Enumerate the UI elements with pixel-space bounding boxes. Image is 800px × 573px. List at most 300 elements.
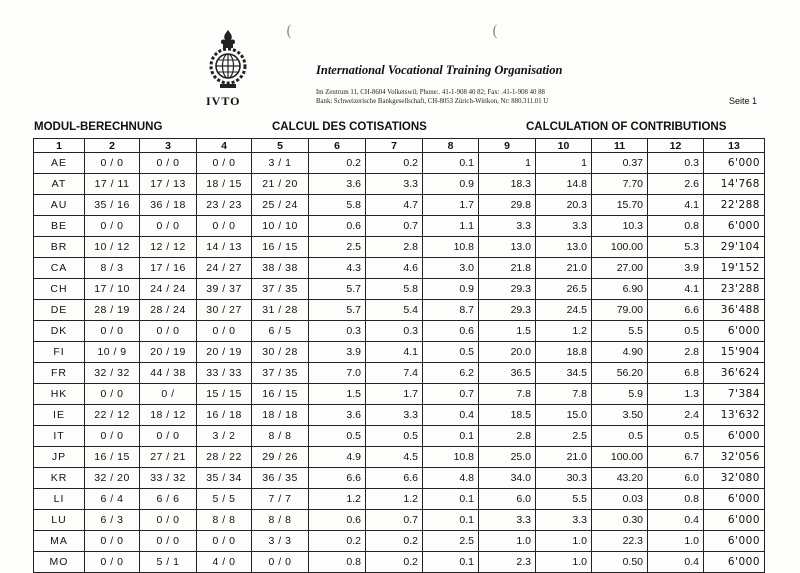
- value-cell: 7.0: [309, 363, 366, 384]
- table-row: [34, 153, 765, 174]
- module-ratio-cell: 28 / 19: [85, 300, 140, 321]
- value-cell: 0.8: [309, 552, 366, 573]
- table-row: [34, 300, 765, 321]
- module-ratio-cell: 30 / 28: [252, 342, 309, 363]
- module-ratio-cell: 33 / 33: [197, 363, 252, 384]
- module-ratio-cell: 28 / 22: [197, 447, 252, 468]
- value-cell: 5.9: [592, 384, 648, 405]
- value-cell: 6.90: [592, 279, 648, 300]
- value-cell: 4.5: [366, 447, 423, 468]
- module-ratio-cell: 14 / 13: [197, 237, 252, 258]
- table-row: [34, 405, 765, 426]
- value-cell: 56.20: [592, 363, 648, 384]
- value-cell: 0.5: [423, 342, 479, 363]
- value-cell: 20.3: [536, 195, 592, 216]
- value-cell: 13.0: [536, 237, 592, 258]
- country-code-cell: CH: [34, 279, 85, 300]
- table-row: [34, 237, 765, 258]
- country-code-cell: BR: [34, 237, 85, 258]
- value-cell: 5.7: [309, 279, 366, 300]
- total-contribution-cell: 6'000: [704, 153, 765, 174]
- column-header-4: 4: [197, 139, 252, 153]
- module-ratio-cell: 25 / 24: [252, 195, 309, 216]
- module-ratio-cell: 0 / 0: [85, 321, 140, 342]
- country-code-cell: IT: [34, 426, 85, 447]
- column-header-8: 8: [423, 139, 479, 153]
- value-cell: 2.6: [648, 174, 704, 195]
- total-contribution-cell: 29'104: [704, 237, 765, 258]
- value-cell: 10.8: [423, 237, 479, 258]
- column-header-10: 10: [536, 139, 592, 153]
- value-cell: 0.4: [648, 552, 704, 573]
- module-ratio-cell: 31 / 28: [252, 300, 309, 321]
- total-contribution-cell: 6'000: [704, 552, 765, 573]
- total-contribution-cell: 6'000: [704, 321, 765, 342]
- module-ratio-cell: 0 / 0: [252, 552, 309, 573]
- table-row: [34, 468, 765, 489]
- value-cell: 6.6: [366, 468, 423, 489]
- module-ratio-cell: 0 / 0: [197, 216, 252, 237]
- module-ratio-cell: 35 / 16: [85, 195, 140, 216]
- value-cell: 1.5: [309, 384, 366, 405]
- module-ratio-cell: 33 / 32: [140, 468, 197, 489]
- module-ratio-cell: 7 / 7: [252, 489, 309, 510]
- module-ratio-cell: 6 / 6: [140, 489, 197, 510]
- module-ratio-cell: 0 / 0: [140, 426, 197, 447]
- value-cell: 1.0: [536, 531, 592, 552]
- column-header-13: 13: [704, 139, 765, 153]
- country-code-cell: KR: [34, 468, 85, 489]
- value-cell: 2.5: [423, 531, 479, 552]
- module-ratio-cell: 17 / 11: [85, 174, 140, 195]
- value-cell: 2.8: [366, 237, 423, 258]
- value-cell: 29.3: [479, 279, 536, 300]
- value-cell: 6.0: [479, 489, 536, 510]
- total-contribution-cell: 6'000: [704, 510, 765, 531]
- column-header-12: 12: [648, 139, 704, 153]
- value-cell: 1.0: [536, 552, 592, 573]
- country-code-cell: LI: [34, 489, 85, 510]
- module-ratio-cell: 32 / 20: [85, 468, 140, 489]
- value-cell: 22.3: [592, 531, 648, 552]
- value-cell: 3.9: [648, 258, 704, 279]
- value-cell: 2.8: [479, 426, 536, 447]
- module-ratio-cell: 4 / 0: [197, 552, 252, 573]
- value-cell: 0.2: [309, 531, 366, 552]
- value-cell: 0.5: [648, 321, 704, 342]
- total-contribution-cell: 6'000: [704, 531, 765, 552]
- country-code-cell: IE: [34, 405, 85, 426]
- value-cell: 20.0: [479, 342, 536, 363]
- module-ratio-cell: 27 / 21: [140, 447, 197, 468]
- value-cell: 79.00: [592, 300, 648, 321]
- total-contribution-cell: 6'000: [704, 426, 765, 447]
- value-cell: 0.2: [366, 531, 423, 552]
- value-cell: 4.1: [648, 279, 704, 300]
- module-ratio-cell: 6 / 5: [252, 321, 309, 342]
- country-code-cell: FI: [34, 342, 85, 363]
- value-cell: 21.8: [479, 258, 536, 279]
- value-cell: 0.9: [423, 279, 479, 300]
- bank-line: Bank: Schweizerische Bankgesellschaft, CH-8053 Zürich-Witikon, Nr: 880.311.01 U: [316, 97, 549, 105]
- module-ratio-cell: 20 / 19: [140, 342, 197, 363]
- module-ratio-cell: 0 / 0: [85, 531, 140, 552]
- value-cell: 4.9: [309, 447, 366, 468]
- value-cell: 7.4: [366, 363, 423, 384]
- module-ratio-cell: 32 / 32: [85, 363, 140, 384]
- country-code-cell: AE: [34, 153, 85, 174]
- value-cell: 6.0: [648, 468, 704, 489]
- value-cell: 5.8: [309, 195, 366, 216]
- total-contribution-cell: 32'056: [704, 447, 765, 468]
- value-cell: 0.8: [648, 216, 704, 237]
- value-cell: 1: [536, 153, 592, 174]
- table-row: [34, 489, 765, 510]
- punch-hole-right-icon: (: [492, 22, 498, 40]
- module-ratio-cell: 20 / 19: [197, 342, 252, 363]
- value-cell: 100.00: [592, 447, 648, 468]
- total-contribution-cell: 36'488: [704, 300, 765, 321]
- value-cell: 0.9: [423, 174, 479, 195]
- total-contribution-cell: 13'632: [704, 405, 765, 426]
- module-ratio-cell: 18 / 12: [140, 405, 197, 426]
- total-contribution-cell: 19'152: [704, 258, 765, 279]
- value-cell: 3.6: [309, 405, 366, 426]
- heading-english: CALCULATION OF CONTRIBUTIONS: [526, 121, 727, 133]
- module-ratio-cell: 3 / 3: [252, 531, 309, 552]
- country-code-cell: JP: [34, 447, 85, 468]
- module-ratio-cell: 44 / 38: [140, 363, 197, 384]
- value-cell: 1.0: [648, 531, 704, 552]
- country-code-cell: MO: [34, 552, 85, 573]
- column-header-2: 2: [85, 139, 140, 153]
- value-cell: 0.8: [648, 489, 704, 510]
- table-row: [34, 216, 765, 237]
- value-cell: 5.8: [366, 279, 423, 300]
- value-cell: 3.3: [366, 174, 423, 195]
- address-block: [316, 89, 548, 106]
- module-ratio-cell: 17 / 13: [140, 174, 197, 195]
- module-ratio-cell: 30 / 27: [197, 300, 252, 321]
- column-header-6: 6: [309, 139, 366, 153]
- value-cell: 0.6: [309, 510, 366, 531]
- value-cell: 30.3: [536, 468, 592, 489]
- table-row: [34, 342, 765, 363]
- column-header-1: 1: [34, 139, 85, 153]
- value-cell: 6.8: [648, 363, 704, 384]
- value-cell: 2.3: [479, 552, 536, 573]
- value-cell: 0.1: [423, 426, 479, 447]
- logo-text: IVTO: [206, 94, 241, 108]
- value-cell: 4.90: [592, 342, 648, 363]
- page-number: Seite 1: [729, 96, 758, 106]
- value-cell: 26.5: [536, 279, 592, 300]
- ivto-logo: [203, 28, 253, 98]
- module-ratio-cell: 39 / 37: [197, 279, 252, 300]
- value-cell: 4.8: [423, 468, 479, 489]
- module-ratio-cell: 36 / 18: [140, 195, 197, 216]
- module-ratio-cell: 0 / 0: [85, 552, 140, 573]
- value-cell: 0.1: [423, 153, 479, 174]
- value-cell: 14.8: [536, 174, 592, 195]
- value-cell: 1.7: [423, 195, 479, 216]
- country-code-cell: FR: [34, 363, 85, 384]
- module-ratio-cell: 10 / 10: [252, 216, 309, 237]
- module-ratio-cell: 6 / 4: [85, 489, 140, 510]
- module-ratio-cell: 16 / 15: [85, 447, 140, 468]
- module-ratio-cell: 23 / 23: [197, 195, 252, 216]
- value-cell: 4.1: [648, 195, 704, 216]
- country-code-cell: CA: [34, 258, 85, 279]
- value-cell: 0.6: [423, 321, 479, 342]
- module-ratio-cell: 3 / 2: [197, 426, 252, 447]
- module-ratio-cell: 17 / 10: [85, 279, 140, 300]
- module-ratio-cell: 10 / 9: [85, 342, 140, 363]
- module-ratio-cell: 0 / 0: [140, 216, 197, 237]
- module-ratio-cell: 24 / 27: [197, 258, 252, 279]
- value-cell: 6.6: [648, 300, 704, 321]
- value-cell: 2.5: [536, 426, 592, 447]
- column-header-11: 11: [592, 139, 648, 153]
- value-cell: 0.03: [592, 489, 648, 510]
- value-cell: 0.6: [309, 216, 366, 237]
- value-cell: 10.3: [592, 216, 648, 237]
- total-contribution-cell: 15'904: [704, 342, 765, 363]
- value-cell: 1.1: [423, 216, 479, 237]
- value-cell: 1.2: [309, 489, 366, 510]
- module-ratio-cell: 18 / 15: [197, 174, 252, 195]
- country-code-cell: HK: [34, 384, 85, 405]
- country-code-cell: BE: [34, 216, 85, 237]
- value-cell: 3.3: [366, 405, 423, 426]
- total-contribution-cell: 36'624: [704, 363, 765, 384]
- organisation-title: International Vocational Training Organisation: [316, 63, 563, 77]
- value-cell: 0.3: [366, 321, 423, 342]
- module-ratio-cell: 12 / 12: [140, 237, 197, 258]
- value-cell: 7.70: [592, 174, 648, 195]
- table-header-row: [34, 139, 765, 153]
- module-ratio-cell: 5 / 5: [197, 489, 252, 510]
- table-row: [34, 279, 765, 300]
- address-line: Im Zentrum 11, CH-8604 Volketswil; Phone:. 41-1-908 40 82; Fax: .41-1-908 40 88: [316, 89, 545, 96]
- value-cell: 15.70: [592, 195, 648, 216]
- value-cell: 5.3: [648, 237, 704, 258]
- value-cell: 18.3: [479, 174, 536, 195]
- module-ratio-cell: 35 / 34: [197, 468, 252, 489]
- value-cell: 2.8: [648, 342, 704, 363]
- value-cell: 1.2: [366, 489, 423, 510]
- module-ratio-cell: 28 / 24: [140, 300, 197, 321]
- module-ratio-cell: 0 / 0: [85, 426, 140, 447]
- value-cell: 36.5: [479, 363, 536, 384]
- module-ratio-cell: 0 / 0: [85, 384, 140, 405]
- table-row: [34, 384, 765, 405]
- module-ratio-cell: 8 / 8: [252, 510, 309, 531]
- module-ratio-cell: 0 / 0: [140, 321, 197, 342]
- value-cell: 1.0: [479, 531, 536, 552]
- table-row: [34, 552, 765, 573]
- value-cell: 8.7: [423, 300, 479, 321]
- module-ratio-cell: 0 / 0: [197, 321, 252, 342]
- value-cell: 0.1: [423, 510, 479, 531]
- total-contribution-cell: 22'288: [704, 195, 765, 216]
- value-cell: 0.5: [592, 426, 648, 447]
- heading-french: CALCUL DES COTISATIONS: [272, 121, 427, 133]
- value-cell: 0.37: [592, 153, 648, 174]
- country-code-cell: DE: [34, 300, 85, 321]
- column-header-5: 5: [252, 139, 309, 153]
- column-header-9: 9: [479, 139, 536, 153]
- value-cell: 0.3: [648, 153, 704, 174]
- value-cell: 0.2: [366, 153, 423, 174]
- contributions-table: [33, 138, 765, 573]
- value-cell: 0.7: [423, 384, 479, 405]
- value-cell: 1.3: [648, 384, 704, 405]
- module-ratio-cell: 15 / 15: [197, 384, 252, 405]
- table-row: [34, 195, 765, 216]
- table-row: [34, 258, 765, 279]
- value-cell: 10.8: [423, 447, 479, 468]
- module-ratio-cell: 17 / 16: [140, 258, 197, 279]
- value-cell: 25.0: [479, 447, 536, 468]
- value-cell: 29.8: [479, 195, 536, 216]
- value-cell: 3.9: [309, 342, 366, 363]
- country-code-cell: DK: [34, 321, 85, 342]
- module-ratio-cell: 38 / 38: [252, 258, 309, 279]
- module-ratio-cell: 0 /: [140, 384, 197, 405]
- value-cell: 1: [479, 153, 536, 174]
- country-code-cell: AU: [34, 195, 85, 216]
- total-contribution-cell: 7'384: [704, 384, 765, 405]
- total-contribution-cell: 6'000: [704, 216, 765, 237]
- value-cell: 7.8: [479, 384, 536, 405]
- total-contribution-cell: 23'288: [704, 279, 765, 300]
- value-cell: 7.8: [536, 384, 592, 405]
- module-ratio-cell: 21 / 20: [252, 174, 309, 195]
- value-cell: 0.4: [648, 510, 704, 531]
- value-cell: 0.5: [648, 426, 704, 447]
- module-ratio-cell: 0 / 0: [140, 531, 197, 552]
- value-cell: 0.1: [423, 552, 479, 573]
- column-header-3: 3: [140, 139, 197, 153]
- country-code-cell: MA: [34, 531, 85, 552]
- punch-hole-left-icon: (: [286, 22, 292, 40]
- module-ratio-cell: 24 / 24: [140, 279, 197, 300]
- value-cell: 3.50: [592, 405, 648, 426]
- value-cell: 27.00: [592, 258, 648, 279]
- value-cell: 0.2: [309, 153, 366, 174]
- table-row: [34, 426, 765, 447]
- module-ratio-cell: 0 / 0: [140, 510, 197, 531]
- value-cell: 21.0: [536, 258, 592, 279]
- value-cell: 2.5: [309, 237, 366, 258]
- value-cell: 6.6: [309, 468, 366, 489]
- value-cell: 15.0: [536, 405, 592, 426]
- value-cell: 21.0: [536, 447, 592, 468]
- module-ratio-cell: 22 / 12: [85, 405, 140, 426]
- table-row: [34, 363, 765, 384]
- value-cell: 0.2: [366, 552, 423, 573]
- country-code-cell: LU: [34, 510, 85, 531]
- value-cell: 4.3: [309, 258, 366, 279]
- module-ratio-cell: 36 / 35: [252, 468, 309, 489]
- value-cell: 34.5: [536, 363, 592, 384]
- value-cell: 0.1: [423, 489, 479, 510]
- module-ratio-cell: 0 / 0: [140, 153, 197, 174]
- value-cell: 0.3: [309, 321, 366, 342]
- value-cell: 0.5: [366, 426, 423, 447]
- module-ratio-cell: 8 / 8: [197, 510, 252, 531]
- value-cell: 5.5: [536, 489, 592, 510]
- value-cell: 1.7: [366, 384, 423, 405]
- table-row: [34, 510, 765, 531]
- value-cell: 1.2: [536, 321, 592, 342]
- table-row: [34, 531, 765, 552]
- value-cell: 3.6: [309, 174, 366, 195]
- value-cell: 5.5: [592, 321, 648, 342]
- value-cell: 3.3: [536, 510, 592, 531]
- value-cell: 3.0: [423, 258, 479, 279]
- value-cell: 100.00: [592, 237, 648, 258]
- value-cell: 5.4: [366, 300, 423, 321]
- module-ratio-cell: 0 / 0: [197, 531, 252, 552]
- module-ratio-cell: 0 / 0: [85, 216, 140, 237]
- module-ratio-cell: 37 / 35: [252, 279, 309, 300]
- value-cell: 18.5: [479, 405, 536, 426]
- table-body: [34, 153, 765, 573]
- value-cell: 6.2: [423, 363, 479, 384]
- total-contribution-cell: 14'768: [704, 174, 765, 195]
- value-cell: 0.30: [592, 510, 648, 531]
- value-cell: 0.50: [592, 552, 648, 573]
- value-cell: 0.4: [423, 405, 479, 426]
- heading-german: MODUL-BERECHNUNG: [34, 121, 163, 133]
- table-row: [34, 447, 765, 468]
- module-ratio-cell: 8 / 3: [85, 258, 140, 279]
- module-ratio-cell: 16 / 18: [197, 405, 252, 426]
- value-cell: 0.7: [366, 510, 423, 531]
- module-ratio-cell: 0 / 0: [197, 153, 252, 174]
- module-ratio-cell: 6 / 3: [85, 510, 140, 531]
- value-cell: 3.3: [479, 216, 536, 237]
- module-ratio-cell: 8 / 8: [252, 426, 309, 447]
- total-contribution-cell: 32'080: [704, 468, 765, 489]
- module-ratio-cell: 29 / 26: [252, 447, 309, 468]
- value-cell: 3.3: [479, 510, 536, 531]
- value-cell: 4.1: [366, 342, 423, 363]
- module-ratio-cell: 10 / 12: [85, 237, 140, 258]
- value-cell: 5.7: [309, 300, 366, 321]
- value-cell: 43.20: [592, 468, 648, 489]
- value-cell: 0.5: [309, 426, 366, 447]
- value-cell: 29.3: [479, 300, 536, 321]
- value-cell: 18.8: [536, 342, 592, 363]
- country-code-cell: AT: [34, 174, 85, 195]
- module-ratio-cell: 16 / 15: [252, 237, 309, 258]
- column-header-7: 7: [366, 139, 423, 153]
- table-row: [34, 174, 765, 195]
- value-cell: 13.0: [479, 237, 536, 258]
- value-cell: 1.5: [479, 321, 536, 342]
- total-contribution-cell: 6'000: [704, 489, 765, 510]
- module-ratio-cell: 37 / 35: [252, 363, 309, 384]
- module-ratio-cell: 3 / 1: [252, 153, 309, 174]
- value-cell: 4.6: [366, 258, 423, 279]
- value-cell: 4.7: [366, 195, 423, 216]
- value-cell: 6.7: [648, 447, 704, 468]
- value-cell: 3.3: [536, 216, 592, 237]
- table-row: [34, 321, 765, 342]
